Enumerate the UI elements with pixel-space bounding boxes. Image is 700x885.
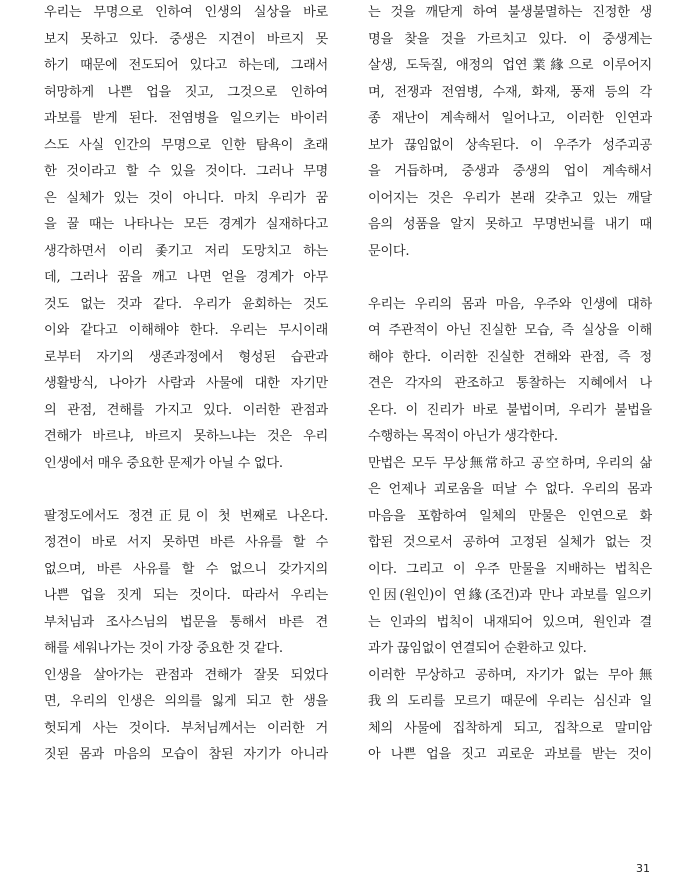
- text-line: 수행하는 목적이 아닌가 생각한다.: [368, 429, 558, 444]
- text-line: 짓된 몸과 마음의 모습이 참된 자기가 아니라: [44, 747, 328, 762]
- text-line: 온다. 이 진리가 바로 불법이며, 우리가 불법을: [368, 402, 652, 418]
- text-line: 보가 끊임없이 상속된다. 이 우주가 성주괴공: [368, 137, 652, 153]
- text-line: 을 꿀 때는 나타나는 모든 경계가 실재하다고: [44, 217, 328, 232]
- text-line: 허망하게 나쁜 업을 짓고, 그것으로 인하여: [44, 84, 328, 100]
- text-line: 것도 없는 것과 같다. 우리가 윤회하는 것도: [44, 296, 328, 312]
- text-line: 스도 사실 인간의 무명으로 인한 탐욕이 초래: [44, 137, 328, 153]
- text-line: 이와 같다고 이해해야 한다. 우리는 무시이래: [44, 323, 328, 338]
- text-line: 하기 때문에 전도되어 있다고 하는데, 그래서: [44, 58, 328, 73]
- text-line: 우리는 무명으로 인하여 인생의 실상을 바로: [44, 5, 328, 20]
- text-line: 살생, 도둑질, 애정의 업연業緣으로 이루어지: [368, 58, 652, 73]
- text-line: 인因(원인)이 연緣(조건)과 만나 과보를 일으키: [368, 588, 652, 603]
- text-line: 없으며, 바른 사유를 할 수 없으니 갖가지의: [44, 561, 328, 577]
- text-line: 생활방식, 나아가 사람과 사물에 대한 자기만: [44, 376, 328, 391]
- text-line: 로부터 자기의 생존과정에서 형성된 습관과: [44, 349, 328, 365]
- text-line: 마음을 포함하여 일체의 만물은 인연으로 화: [368, 508, 652, 524]
- text-line: 이러한 무상하고 공하며, 자기가 없는 무아無: [368, 667, 652, 683]
- text-line: 며, 전쟁과 전염병, 수재, 화재, 풍재 등의 각: [368, 84, 652, 100]
- text-line: 헛되게 사는 것이다. 부처님께서는 이러한 거: [44, 720, 328, 736]
- text-line: 은 실체가 있는 것이 아니다. 마치 우리가 꿈: [44, 190, 328, 206]
- text-line: 인생에서 매우 중요한 문제가 아닐 수 없다.: [44, 455, 283, 471]
- paragraph-gap: [44, 477, 328, 504]
- text-line: 견해가 바르냐, 바르지 못하느냐는 것은 우리: [44, 429, 328, 444]
- text-line: 나쁜 업을 짓게 되는 것이다. 따라서 우리는: [44, 588, 328, 603]
- text-line: 는 인과의 법칙이 내재되어 있으며, 원인과 결: [368, 614, 652, 630]
- left-column-lines: [44, 0, 328, 769]
- right-text-column: [368, 0, 652, 769]
- left-text-column: [44, 0, 328, 769]
- text-line: 아 나쁜 업을 짓고 괴로운 과보를 받는 것이: [368, 747, 652, 762]
- text-line: 한 것이라고 할 수 있을 것이다. 그러나 무명: [44, 164, 328, 179]
- text-line: 문이다.: [368, 243, 410, 259]
- text-line: 부처님과 조사스님의 법문을 통해서 바른 견: [44, 614, 328, 630]
- text-line: 종 재난이 계속해서 일어나고, 이러한 인연과: [368, 111, 652, 126]
- text-line: 만법은 모두 무상無常하고 공空하며, 우리의 삶: [368, 455, 652, 471]
- text-line: 해를 세워나가는 것이 가장 중요한 것 같다.: [44, 641, 283, 656]
- right-column-lines: [368, 0, 652, 769]
- text-line: 을 거듭하며, 중생과 중생의 업이 계속해서: [368, 164, 652, 179]
- text-line: 我의 도리를 모르기 때문에 우리는 심신과 일: [368, 694, 652, 709]
- text-line: 팔정도에서도 정견正見이 첫 번째로 나온다.: [44, 508, 328, 524]
- text-line: 체의 사물에 집착하게 되고, 집착으로 말미암: [368, 720, 652, 736]
- text-line: 보지 못하고 있다. 중생은 지견이 바르지 못: [44, 31, 328, 47]
- text-line: 명을 찾을 것을 가르치고 있다. 이 중생계는: [368, 31, 652, 47]
- text-line: 여 주관적이 아닌 진실한 모습, 즉 실상을 이해: [368, 323, 652, 338]
- text-line: 의 관점, 견해를 가지고 있다. 이러한 관점과: [44, 402, 328, 418]
- text-line: 견은 각자의 관조하고 통찰하는 지혜에서 나: [368, 376, 652, 391]
- text-line: 해야 한다. 이러한 진실한 견해와 관점, 즉 정: [368, 349, 652, 365]
- text-line: 우리는 우리의 몸과 마음, 우주와 인생에 대하: [368, 296, 652, 312]
- page-number: 31: [636, 862, 650, 875]
- text-line: 이다. 그리고 이 우주 만물을 지배하는 법칙은: [368, 561, 652, 577]
- text-line: 정견이 바로 서지 못하면 바른 사유를 할 수: [44, 535, 328, 550]
- text-line: 인생을 살아가는 관점과 견해가 잘못 되었다: [44, 667, 328, 683]
- text-line: 과가 끊임없이 연결되어 순환하고 있다.: [368, 641, 587, 656]
- paragraph-gap: [368, 265, 652, 292]
- text-line: 과보를 받게 된다. 전염병을 일으키는 바이러: [44, 111, 328, 126]
- text-line: 이어지는 것은 우리가 본래 갖추고 있는 깨달: [368, 190, 652, 206]
- text-line: 합된 것으로서 공하여 고정된 실체가 없는 것: [368, 535, 652, 550]
- text-line: 는 것을 깨닫게 하여 불생불멸하는 진정한 생: [368, 5, 652, 20]
- text-line: 은 언제나 괴로움을 떠날 수 없다. 우리의 몸과: [368, 482, 652, 497]
- text-line: 면, 우리의 인생은 의의를 잃게 되고 한 생을: [44, 694, 328, 709]
- text-line: 음의 성품을 알지 못하고 무명번뇌를 내기 때: [368, 217, 652, 232]
- text-line: 생각하면서 이리 좇기고 저리 도망치고 하는: [44, 243, 328, 259]
- text-line: 데, 그러나 꿈을 깨고 나면 얻을 경계가 아무: [44, 270, 328, 285]
